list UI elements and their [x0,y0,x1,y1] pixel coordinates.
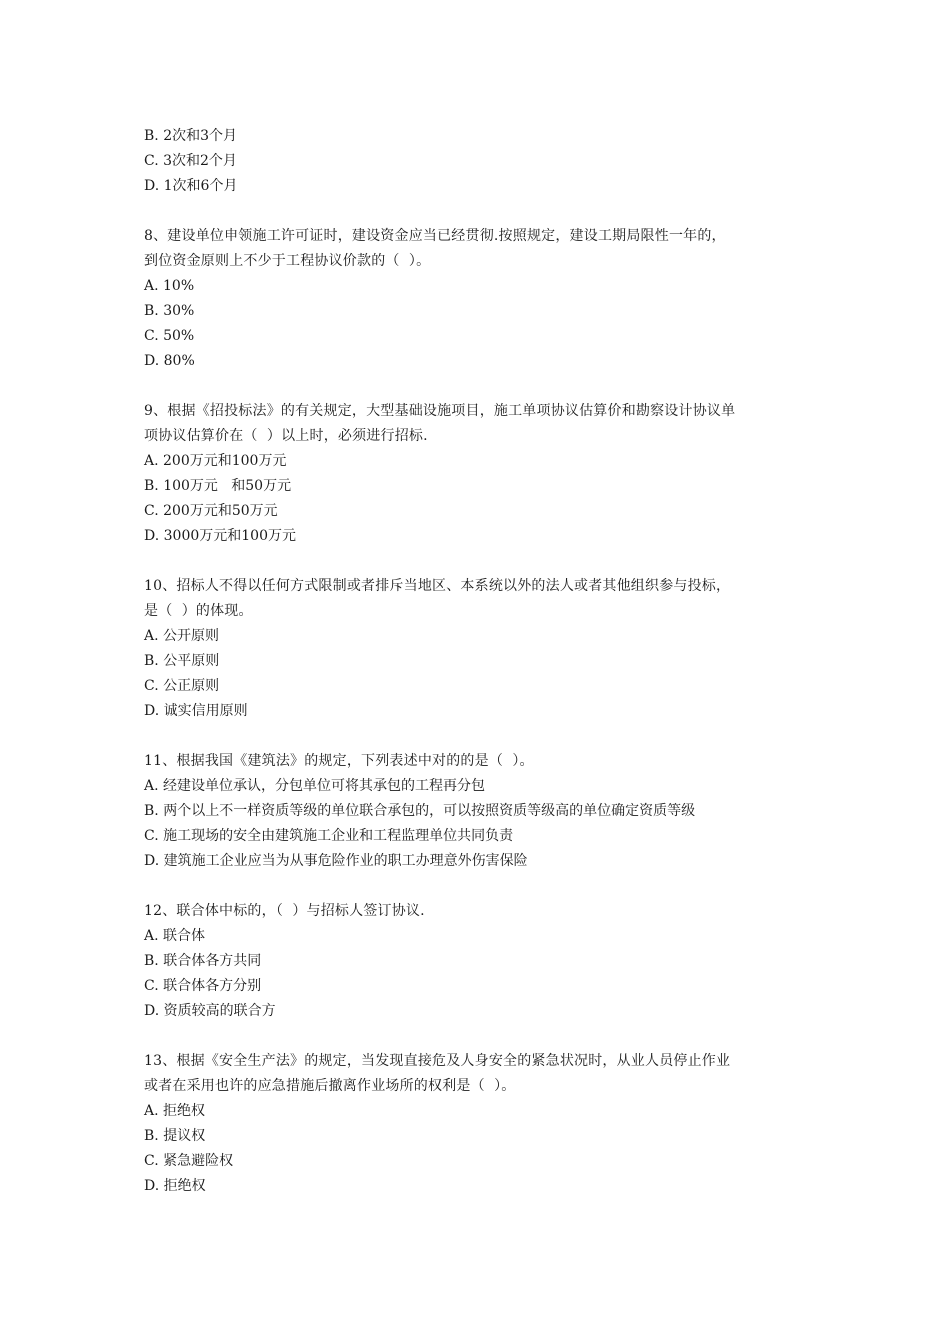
option-c: C. 3次和2个月 [144,153,237,169]
option-a: A. 公开原则 [144,628,220,644]
option-a: A. 200万元和100万元 [144,453,287,469]
option-c: C. 50% [144,328,195,344]
question-text [144,749,824,774]
question-line: 项协议估算价在（ ）以上时，必须进行招标. [144,428,428,444]
question-text [144,224,824,274]
option-d: D. 80% [144,353,195,369]
option-d: D. 资质较高的联合方 [144,1003,276,1019]
option-d: D. 建筑施工企业应当为从事危险作业的职工办理意外伤害保险 [144,853,528,869]
document-page [144,124,824,1199]
question-13 [144,1049,824,1199]
option-b: B. 提议权 [144,1128,206,1144]
question-line: 13、根据《安全生产法》的规定，当发现直接危及人身安全的紧急状况时，从业人员停止作业 [144,1053,731,1069]
option-a: A. 联合体 [144,928,206,944]
option-b: B. 两个以上不一样资质等级的单位联合承包的，可以按照资质等级高的单位确定资质等级 [144,803,696,819]
question-line: 10、招标人不得以任何方式限制或者排斥当地区、本系统以外的法人或者其他组织参与投标， [144,578,731,594]
option-d: D. 1次和6个月 [144,178,238,194]
question-line: 9、根据《招投标法》的有关规定，大型基础设施项目，施工单项协议估算价和勘察设计协议单 [144,403,736,419]
question-12 [144,899,824,1024]
question-text [144,1049,824,1099]
option-b: B. 联合体各方共同 [144,953,262,969]
question-line: 到位资金原则上不少于工程协议价款的（ ）。 [144,253,431,269]
option-a: A. 经建设单位承认，分包单位可将其承包的工程再分包 [144,778,486,794]
option-c: C. 公正原则 [144,678,220,694]
option-c: C. 施工现场的安全由建筑施工企业和工程监理单位共同负责 [144,828,514,844]
question-line: 8、建设单位申领施工许可证时，建设资金应当已经贯彻.按照规定，建设工期局限性一年的， [144,228,726,244]
question-text [144,574,824,624]
option-d: D. 诚实信用原则 [144,703,248,719]
question-line: 11、根据我国《建筑法》的规定，下列表述中对的的是（ ）。 [144,753,534,769]
continued-options [144,124,824,199]
option-c: C. 200万元和50万元 [144,503,278,519]
option-c: C. 联合体各方分别 [144,978,262,994]
option-b: B. 2次和3个月 [144,128,238,144]
question-line: 或者在采用也许的应急措施后撤离作业场所的权利是（ ）。 [144,1078,516,1094]
option-b: B. 公平原则 [144,653,220,669]
question-line: 12、联合体中标的，（ ）与招标人签订协议. [144,903,425,919]
option-b: B. 100万元 和50万元 [144,478,292,494]
option-b: B. 30% [144,303,195,319]
option-a: A. 10% [144,278,195,294]
question-8 [144,224,824,374]
question-11 [144,749,824,874]
option-d: D. 拒绝权 [144,1178,206,1194]
question-text [144,899,824,924]
question-10 [144,574,824,724]
option-c: C. 紧急避险权 [144,1153,234,1169]
question-text [144,399,824,449]
option-a: A. 拒绝权 [144,1103,206,1119]
question-9 [144,399,824,549]
question-line: 是（ ）的体现。 [144,603,253,619]
option-d: D. 3000万元和100万元 [144,528,296,544]
